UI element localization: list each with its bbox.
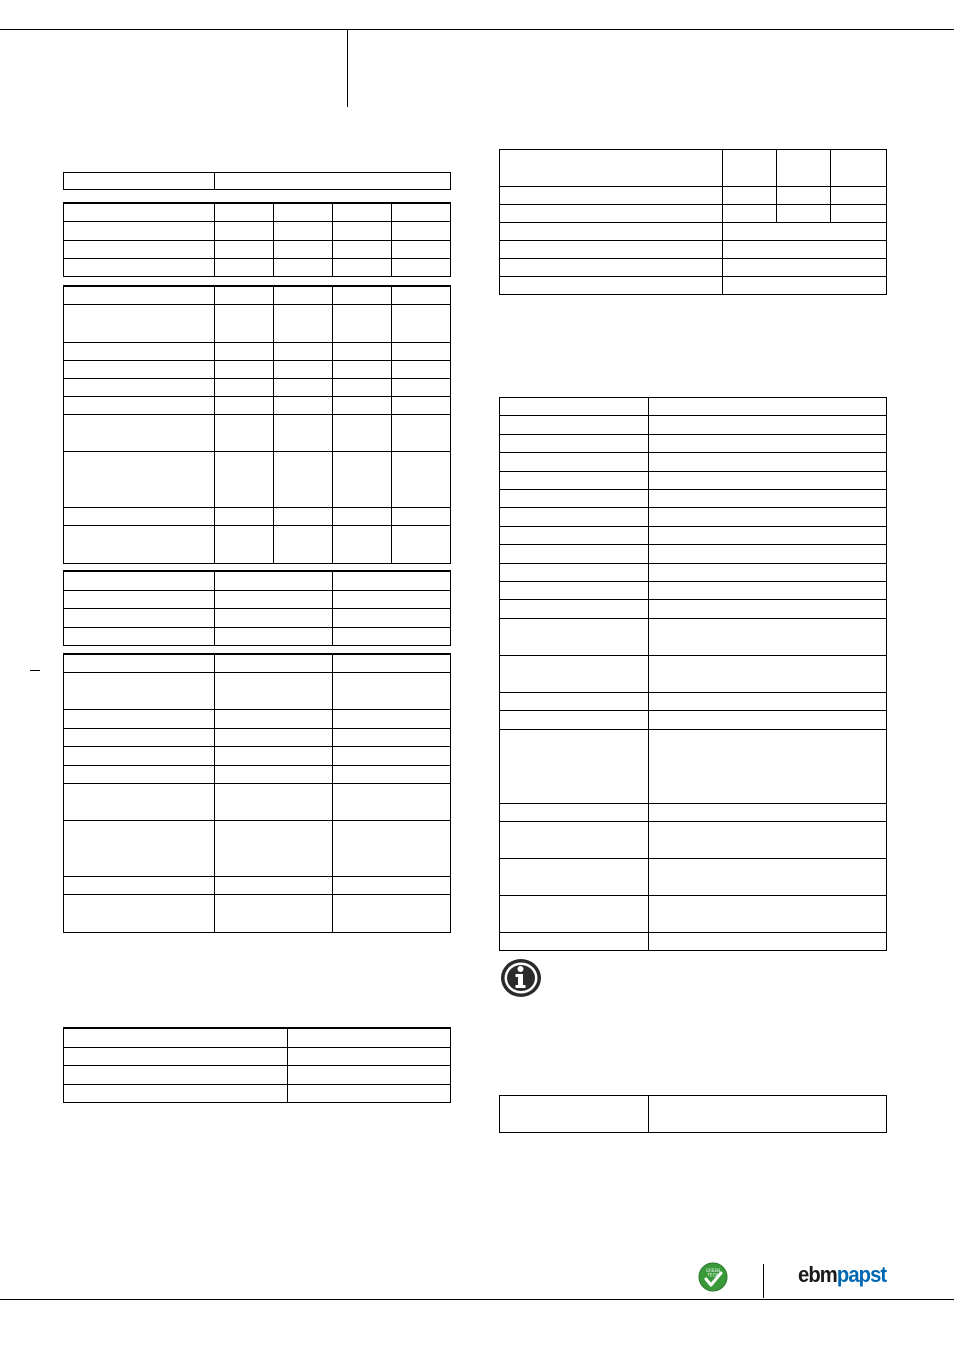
table-cell	[392, 525, 451, 563]
table-cell	[649, 527, 887, 545]
table-cell	[500, 416, 649, 435]
table-row	[500, 205, 887, 223]
table-cell	[215, 342, 274, 360]
table-cell	[215, 672, 333, 709]
table-row	[64, 258, 451, 276]
table-row	[500, 490, 887, 508]
table-row	[64, 709, 451, 728]
table-cell	[831, 187, 887, 205]
table-cell	[333, 203, 392, 221]
table-row	[64, 820, 451, 876]
logo-separator	[763, 1264, 764, 1298]
logo-part-ebm: ebm	[798, 1262, 837, 1287]
table-cell	[500, 527, 649, 545]
table-cell	[215, 203, 274, 221]
table-row	[64, 590, 451, 608]
badge-text-2: TECH	[707, 1272, 719, 1278]
table-cell	[64, 627, 215, 645]
table-cell	[649, 859, 887, 896]
table-row	[500, 582, 887, 600]
table-row	[500, 600, 887, 619]
table-cell	[215, 627, 333, 645]
table-operating-data	[63, 285, 451, 564]
table-cell	[333, 286, 392, 304]
table-cell	[215, 820, 333, 876]
table-row	[64, 876, 451, 894]
table-row	[64, 286, 451, 304]
info-icon	[499, 957, 543, 999]
table-row	[64, 451, 451, 507]
table-row	[500, 223, 887, 241]
table-row	[64, 396, 451, 414]
table-cell	[215, 571, 333, 590]
table-row	[500, 241, 887, 259]
table-cell	[274, 378, 333, 396]
table-cell	[649, 619, 887, 656]
table-row	[64, 414, 451, 451]
table-cell	[500, 896, 649, 933]
table-cell	[274, 525, 333, 563]
table-cell	[64, 1028, 288, 1047]
table-cell	[274, 396, 333, 414]
table-weights	[63, 1027, 451, 1103]
table-cell	[723, 277, 887, 295]
table-cell	[274, 451, 333, 507]
table-cell	[64, 571, 215, 590]
table-cell	[649, 435, 887, 453]
table-cell	[649, 693, 887, 711]
table-cell	[288, 1028, 451, 1047]
table-cell	[333, 304, 392, 342]
table-cell	[500, 259, 723, 277]
table-cell	[274, 304, 333, 342]
table-cell	[64, 1065, 288, 1084]
table-cell	[777, 205, 831, 223]
table-cell	[649, 508, 887, 527]
table-cell	[64, 396, 215, 414]
table-cell	[215, 173, 451, 190]
table-cell	[333, 627, 451, 645]
table-row	[500, 527, 887, 545]
table-cell	[274, 221, 333, 240]
table-row	[500, 150, 887, 187]
table-row	[64, 608, 451, 627]
table-cell	[274, 507, 333, 525]
greentech-badge-icon	[698, 1262, 728, 1292]
table-row	[64, 783, 451, 820]
table-technical-features	[499, 149, 887, 295]
table-cell	[723, 150, 777, 187]
table-cell	[500, 223, 723, 241]
table-cell	[392, 396, 451, 414]
table-cell	[500, 730, 649, 804]
table-cell	[64, 1047, 288, 1065]
table-cell	[333, 571, 451, 590]
table-cell	[649, 545, 887, 564]
table-cell	[288, 1084, 451, 1102]
table-cell	[64, 525, 215, 563]
table-cell	[500, 150, 723, 187]
table-cell	[500, 508, 649, 527]
logo-part-papst: papst	[836, 1262, 887, 1287]
table-cell	[274, 258, 333, 276]
table-row	[64, 728, 451, 746]
table-row	[500, 822, 887, 859]
table-cell	[215, 654, 333, 672]
table-cell	[274, 360, 333, 378]
table-electrical-data	[63, 653, 451, 933]
table-notes	[499, 1095, 887, 1133]
table-cell	[64, 286, 215, 304]
table-cell	[500, 205, 723, 223]
table-cell	[392, 507, 451, 525]
table-cell	[64, 221, 215, 240]
footer-logos	[690, 1258, 900, 1300]
table-cell	[215, 240, 274, 258]
table-cell	[649, 933, 887, 951]
table-cell	[215, 286, 274, 304]
table-cell	[649, 564, 887, 582]
table-cell	[274, 414, 333, 451]
table-cell	[333, 342, 392, 360]
table-cell	[649, 453, 887, 472]
table-cell	[500, 187, 723, 205]
table-cell	[649, 416, 887, 435]
table-row	[64, 304, 451, 342]
table-cell	[392, 342, 451, 360]
table-row	[64, 627, 451, 645]
table-cell	[500, 453, 649, 472]
table-cell	[64, 414, 215, 451]
table-cell	[64, 820, 215, 876]
table-cell	[64, 894, 215, 932]
table-cell	[333, 894, 451, 932]
table-row	[500, 619, 887, 656]
table-cell	[333, 240, 392, 258]
table-cell	[64, 360, 215, 378]
table-cell	[64, 451, 215, 507]
table-cell	[333, 414, 392, 451]
table-row	[64, 221, 451, 240]
table-cell	[649, 472, 887, 490]
table-row	[500, 453, 887, 472]
table-row	[64, 525, 451, 563]
table-cell	[333, 396, 392, 414]
table-cell	[500, 711, 649, 730]
table-row	[500, 277, 887, 295]
table-cell	[333, 728, 451, 746]
table-cell	[215, 396, 274, 414]
table-cell	[333, 451, 392, 507]
table-specifications	[499, 397, 887, 951]
table-cell	[215, 894, 333, 932]
table-cell	[649, 711, 887, 730]
table-row	[64, 342, 451, 360]
table-cell	[649, 730, 887, 804]
table-row	[64, 1028, 451, 1047]
table-cell	[649, 656, 887, 693]
table-cell	[723, 223, 887, 241]
table-cell	[723, 187, 777, 205]
table-row	[64, 507, 451, 525]
table-cell	[649, 490, 887, 508]
table-row	[500, 187, 887, 205]
table-cell	[500, 398, 649, 416]
table-cell	[392, 451, 451, 507]
table-row	[64, 571, 451, 590]
table-cell	[777, 187, 831, 205]
table-cell	[500, 582, 649, 600]
table-cell	[333, 258, 392, 276]
table-cell	[649, 582, 887, 600]
table-cell	[500, 693, 649, 711]
table-cell	[392, 258, 451, 276]
table-cell	[392, 304, 451, 342]
table-cell	[274, 342, 333, 360]
table-cell	[500, 619, 649, 656]
table-cell	[215, 765, 333, 783]
table-cell	[333, 608, 451, 627]
table-cell	[723, 259, 887, 277]
table-cell	[64, 709, 215, 728]
table-row	[500, 730, 887, 804]
table-row	[500, 416, 887, 435]
table-cell	[649, 804, 887, 822]
table-type	[63, 172, 451, 190]
table-cell	[649, 398, 887, 416]
table-row	[500, 933, 887, 951]
table-cell	[333, 507, 392, 525]
table-cell	[274, 203, 333, 221]
table-cell	[64, 1084, 288, 1102]
table-cell	[500, 564, 649, 582]
table-cell	[649, 1096, 887, 1133]
table-cell	[392, 240, 451, 258]
table-cell	[215, 728, 333, 746]
table-cell	[649, 896, 887, 933]
table-cell	[215, 414, 274, 451]
table-row	[500, 508, 887, 527]
table-cell	[64, 590, 215, 608]
table-cell	[64, 173, 215, 190]
table-cell	[64, 728, 215, 746]
table-cell	[274, 240, 333, 258]
table-row	[500, 711, 887, 730]
table-row	[64, 1047, 451, 1065]
header-divider	[347, 29, 348, 107]
table-cell	[215, 378, 274, 396]
table-cell	[215, 709, 333, 728]
table-cell	[215, 590, 333, 608]
table-cell	[288, 1065, 451, 1084]
table-cell	[392, 203, 451, 221]
table-row	[64, 240, 451, 258]
table-cell	[500, 804, 649, 822]
table-row	[64, 746, 451, 765]
table-row	[64, 672, 451, 709]
table-cell	[500, 822, 649, 859]
table-cell	[64, 203, 215, 221]
table-cell	[64, 608, 215, 627]
table-cell	[333, 590, 451, 608]
table-cell	[392, 221, 451, 240]
table-cell	[333, 820, 451, 876]
table-row	[500, 259, 887, 277]
table-cell	[500, 490, 649, 508]
table-cell	[64, 654, 215, 672]
table-cell	[500, 277, 723, 295]
table-cell	[831, 150, 887, 187]
table-cell	[215, 783, 333, 820]
table-cell	[274, 286, 333, 304]
table-cell	[723, 205, 777, 223]
table-cell	[215, 304, 274, 342]
table-row	[64, 894, 451, 932]
table-cell	[64, 304, 215, 342]
table-cell	[500, 435, 649, 453]
table-cell	[333, 765, 451, 783]
table-cell	[392, 414, 451, 451]
table-row	[64, 360, 451, 378]
table-cell	[215, 451, 274, 507]
table-cell	[333, 746, 451, 765]
table-cell	[392, 378, 451, 396]
table-cell	[392, 360, 451, 378]
table-cell	[500, 545, 649, 564]
table-cell	[500, 241, 723, 259]
table-cell	[215, 258, 274, 276]
table-row	[500, 859, 887, 896]
table-row	[500, 398, 887, 416]
table-cell	[500, 472, 649, 490]
margin-mark	[30, 670, 40, 671]
table-cell	[500, 600, 649, 619]
table-cell	[333, 525, 392, 563]
table-motor-data	[63, 570, 451, 646]
table-cell	[64, 876, 215, 894]
table-cell	[500, 859, 649, 896]
table-cell	[64, 342, 215, 360]
table-cell	[333, 876, 451, 894]
table-cell	[333, 709, 451, 728]
badge-text-1: GREEN	[706, 1268, 720, 1273]
table-cell	[333, 360, 392, 378]
table-row	[500, 472, 887, 490]
table-cell	[649, 822, 887, 859]
table-row	[64, 378, 451, 396]
footer-rule	[0, 1299, 954, 1300]
table-cell	[333, 654, 451, 672]
table-cell	[64, 672, 215, 709]
table-row	[500, 564, 887, 582]
table-row	[500, 1096, 887, 1133]
table-row	[500, 896, 887, 933]
table-cell	[288, 1047, 451, 1065]
table-cell	[64, 258, 215, 276]
table-cell	[500, 933, 649, 951]
table-nominal-data	[63, 202, 451, 277]
table-cell	[777, 150, 831, 187]
table-cell	[831, 205, 887, 223]
table-cell	[392, 286, 451, 304]
ebmpapst-logo	[798, 1262, 886, 1288]
header-rule	[0, 29, 954, 30]
table-cell	[500, 1096, 649, 1133]
table-row	[500, 656, 887, 693]
table-row	[500, 545, 887, 564]
table-cell	[215, 221, 274, 240]
table-cell	[215, 360, 274, 378]
table-cell	[215, 608, 333, 627]
table-cell	[215, 507, 274, 525]
table-cell	[64, 507, 215, 525]
table-cell	[215, 876, 333, 894]
table-cell	[333, 672, 451, 709]
table-cell	[64, 746, 215, 765]
table-row	[500, 693, 887, 711]
table-cell	[215, 525, 274, 563]
table-row	[64, 1084, 451, 1102]
table-cell	[64, 765, 215, 783]
table-row	[64, 203, 451, 221]
table-cell	[649, 600, 887, 619]
table-cell	[64, 240, 215, 258]
table-cell	[215, 746, 333, 765]
table-row	[500, 804, 887, 822]
table-cell	[64, 783, 215, 820]
table-cell	[64, 378, 215, 396]
table-cell	[333, 783, 451, 820]
table-row	[500, 435, 887, 453]
table-row	[64, 654, 451, 672]
table-row	[64, 765, 451, 783]
table-cell	[500, 656, 649, 693]
table-cell	[723, 241, 887, 259]
table-cell	[333, 221, 392, 240]
table-cell	[333, 378, 392, 396]
table-row	[64, 1065, 451, 1084]
